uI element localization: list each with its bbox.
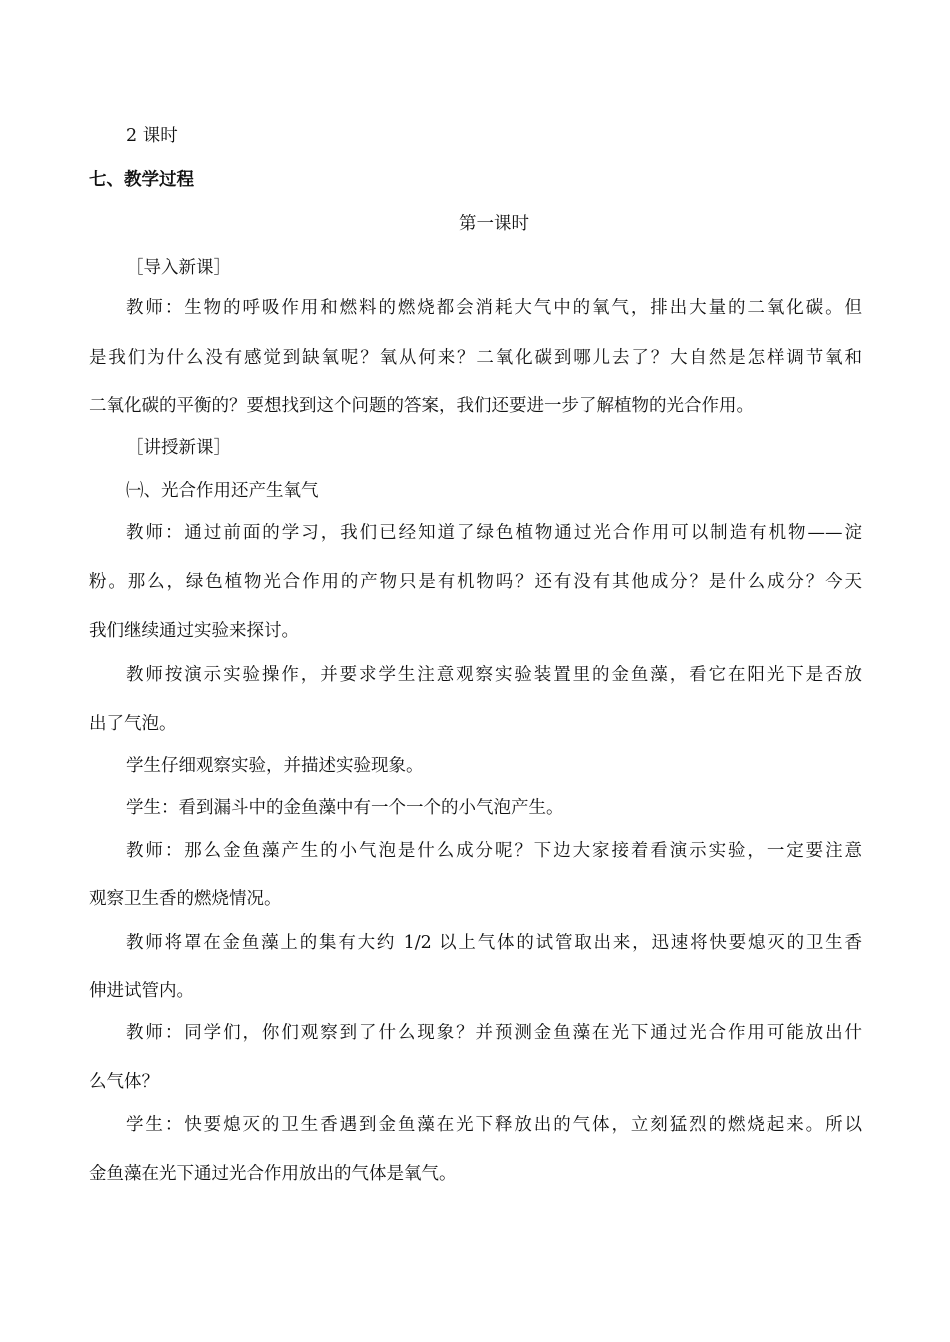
paragraph-line bbox=[126, 296, 862, 320]
paragraph-text: 教师将罩在金鱼藻上的集有大约 1/2 以上气体的试管取出来，迅速将快要熄灭的卫生香 bbox=[126, 933, 862, 953]
paragraph-line bbox=[126, 521, 862, 545]
section-title: 七、教学过程 bbox=[89, 170, 194, 190]
paragraph-text: 教师：生物的呼吸作用和燃料的燃烧都会消耗大气中的氧气，排出大量的二氧化碳。但 bbox=[126, 298, 862, 318]
paragraph-line bbox=[126, 931, 862, 955]
lesson-title: 第一课时 bbox=[459, 214, 529, 234]
paragraph-line: 观察卫生香的燃烧情况。 bbox=[89, 889, 282, 909]
intro-heading: ［导入新课］ bbox=[126, 258, 231, 278]
paragraph-line: 出了气泡。 bbox=[89, 714, 177, 734]
paragraph-line: 学生仔细观察实验，并描述实验现象。 bbox=[126, 756, 424, 776]
paragraph-text: 教师：同学们，你们观察到了什么现象？并预测金鱼藻在光下通过光合作用可能放出什 bbox=[126, 1023, 862, 1043]
paragraph-line bbox=[89, 346, 862, 370]
class-hours: 2 课时 bbox=[126, 126, 178, 146]
paragraph-line: 二氧化碳的平衡的？要想找到这个问题的答案，我们还要进一步了解植物的光合作用。 bbox=[89, 396, 754, 416]
paragraph-line bbox=[126, 1021, 862, 1045]
paragraph-line: 金鱼藻在光下通过光合作用放出的气体是氧气。 bbox=[89, 1164, 457, 1184]
paragraph-line: 么气体？ bbox=[89, 1072, 159, 1092]
paragraph-line bbox=[126, 1113, 862, 1137]
paragraph-text: 是我们为什么没有感觉到缺氧呢？氧从何来？二氧化碳到哪儿去了？大自然是怎样调节氧和 bbox=[89, 348, 862, 368]
subsection-title: ㈠、光合作用还产生氧气 bbox=[126, 481, 319, 501]
paragraph-text: 教师按演示实验操作，并要求学生注意观察实验装置里的金鱼藻，看它在阳光下是否放 bbox=[126, 665, 862, 685]
paragraph-line: 伸进试管内。 bbox=[89, 981, 194, 1001]
paragraph-text: 粉。那么，绿色植物光合作用的产物只是有机物吗？还有没有其他成分？是什么成分？今天 bbox=[89, 572, 862, 592]
paragraph-line bbox=[126, 839, 862, 863]
paragraph-text: 教师：通过前面的学习，我们已经知道了绿色植物通过光合作用可以制造有机物——淀 bbox=[126, 523, 862, 543]
paragraph-line: 我们继续通过实验来探讨。 bbox=[89, 621, 299, 641]
teach-heading: ［讲授新课］ bbox=[126, 438, 231, 458]
paragraph-line bbox=[89, 570, 862, 594]
paragraph-line bbox=[126, 663, 862, 687]
paragraph-text: 教师：那么金鱼藻产生的小气泡是什么成分呢？下边大家接着看演示实验，一定要注意 bbox=[126, 841, 862, 861]
paragraph-line: 学生：看到漏斗中的金鱼藻中有一个一个的小气泡产生。 bbox=[126, 798, 564, 818]
paragraph-text: 学生：快要熄灭的卫生香遇到金鱼藻在光下释放出的气体，立刻猛烈的燃烧起来。所以 bbox=[126, 1115, 862, 1135]
